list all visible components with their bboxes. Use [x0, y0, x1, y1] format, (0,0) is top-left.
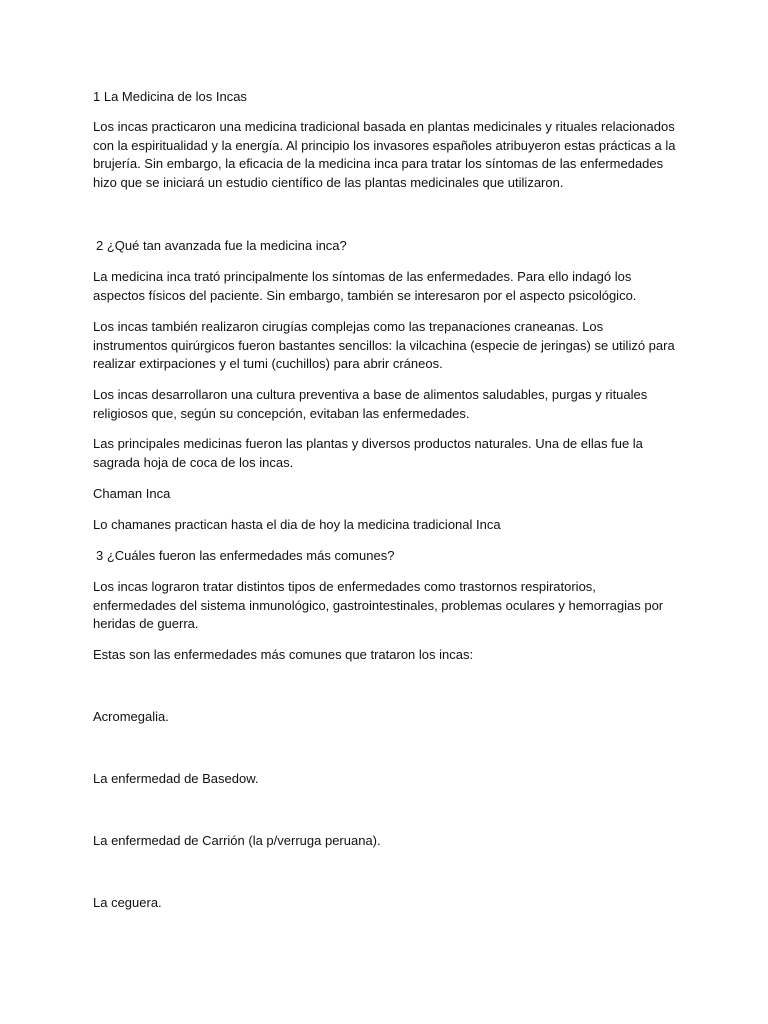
- section-2-paragraph-6: Lo chamanes practican hasta el dia de hoy la medicina tradicional Inca: [93, 517, 501, 532]
- section-2-heading: 2 ¿Qué tan avanzada fue la medicina inca?: [96, 238, 347, 253]
- section-2-paragraph-4: Las principales medicinas fueron las plantas y diversos productos naturales. Una de ellas fue la sagrada hoja de coca de los incas.: [93, 436, 643, 470]
- disease-list-item: Acromegalia.: [93, 709, 169, 724]
- section-3-paragraph-2: Estas son las enfermedades más comunes que trataron los incas:: [93, 647, 474, 662]
- section-3-heading: 3 ¿Cuáles fueron las enfermedades más comunes?: [96, 548, 395, 563]
- section-2-paragraph-3: Los incas desarrollaron una cultura preventiva a base de alimentos saludables, purgas y rituales religiosos que, según su concepción, evitaban las enfermedades.: [93, 387, 648, 421]
- disease-list-item: La enfermedad de Basedow.: [93, 771, 259, 786]
- subheading-chaman-inca: Chaman Inca: [93, 486, 171, 501]
- disease-list-item: La enfermedad de Carrión (la p/verruga peruana).: [93, 833, 381, 848]
- disease-list-item: La ceguera.: [93, 895, 162, 910]
- section-1-heading: 1 La Medicina de los Incas: [93, 89, 247, 104]
- section-2-paragraph-2: Los incas también realizaron cirugías complejas como las trepanaciones craneanas. Los instrumentos quirúrgicos fueron bastantes sencillos: la vilcachina (especie de jeringas) se utilizó para realizar extirpaciones y el tumi (cuchillos) para abrir cráneos.: [93, 319, 675, 371]
- section-3-paragraph-1: Los incas lograron tratar distintos tipos de enfermedades como trastornos respiratorios, enfermedades del sistema inmunológico, gastrointestinales, problemas oculares y hemorragias por heridas de guerra.: [93, 579, 664, 631]
- section-1-paragraph: Los incas practicaron una medicina tradicional basada en plantas medicinales y rituales relacionados con la espiritualidad y la energía. Al principio los invasores españoles atribuyeron estas prácticas a la brujería. Sin embargo, la eficacia de la medicina inca para tratar los síntomas de las enfermedades hizo que se iniciará un estudio científico de las plantas medicinales que utilizaron.: [93, 119, 676, 190]
- section-2-paragraph-1: La medicina inca trató principalmente los síntomas de las enfermedades. Para ello indagó los aspectos físicos del paciente. Sin embargo, también se interesaron por el aspecto psicológico.: [93, 269, 637, 303]
